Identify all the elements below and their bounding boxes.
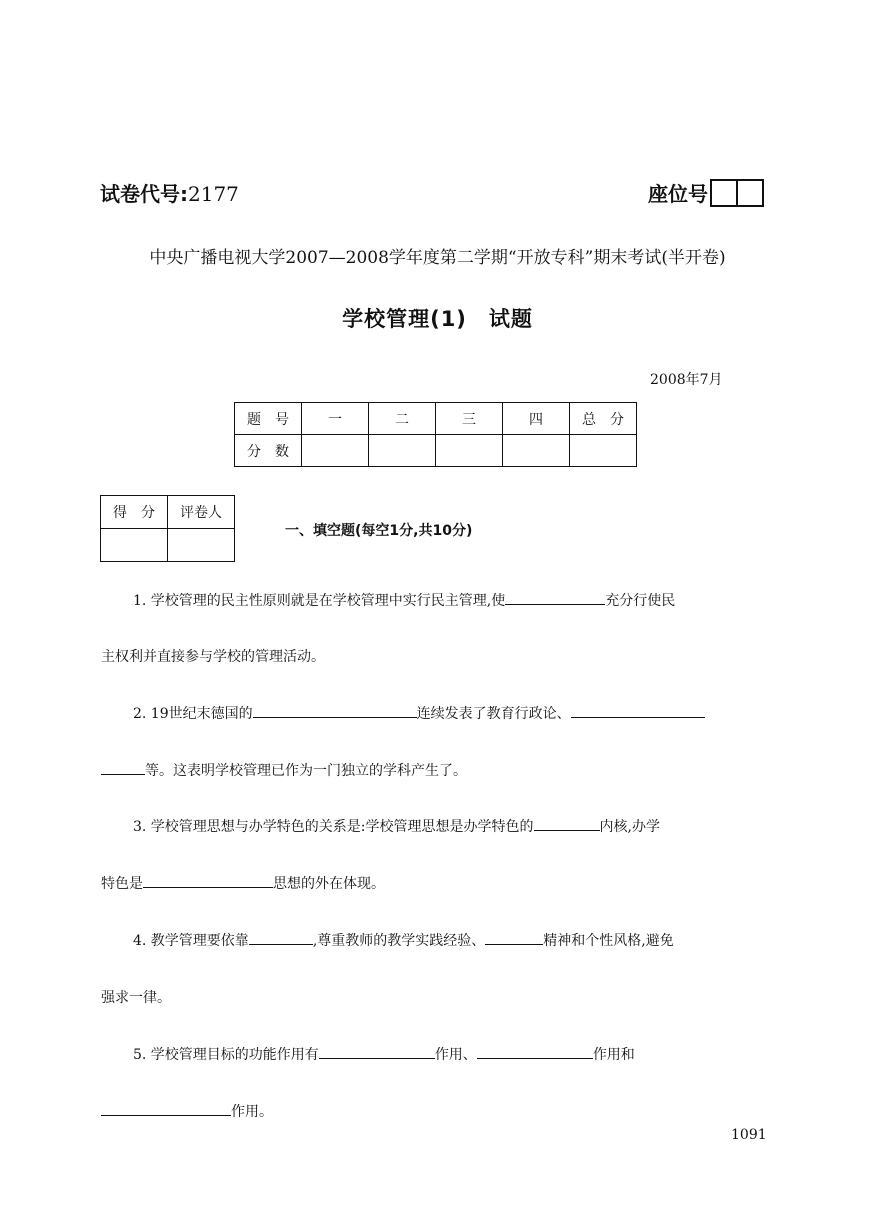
paper-code-value: 2177 — [188, 182, 239, 206]
paper-code — [100, 178, 239, 207]
score-cell[interactable] — [570, 435, 637, 467]
q4-text-b: ,尊重教师的教学实践经验、 — [312, 933, 486, 949]
answer-blank[interactable] — [101, 760, 145, 775]
q2-text-b: 连续发表了教育行政论、 — [416, 706, 571, 722]
answer-blank[interactable] — [319, 1044, 435, 1059]
q2-text-c: 等。这表明学校管理已作为一门独立的学科产生了。 — [145, 763, 467, 779]
grader-header-grader: 评卷人 — [168, 496, 235, 529]
q2-text-a: 2. 19世纪末德国的 — [133, 706, 253, 722]
score-cell[interactable] — [436, 435, 503, 467]
q5-text-c: 作用和 — [592, 1047, 635, 1063]
answer-blank[interactable] — [253, 703, 417, 718]
seat-number-box[interactable] — [710, 179, 764, 207]
answer-blank[interactable] — [249, 930, 313, 945]
grader-table — [100, 495, 235, 562]
q3-text-a: 3. 学校管理思想与办学特色的关系是:学校管理思想是办学特色的 — [133, 819, 534, 835]
score-header-cell: 二 — [369, 403, 436, 435]
answer-blank[interactable] — [485, 930, 543, 945]
score-cell[interactable] — [503, 435, 570, 467]
answer-blank[interactable] — [505, 590, 605, 605]
question-5-line-1 — [133, 1044, 635, 1064]
exam-date: 2008年7月 — [650, 372, 723, 388]
score-header-cell: 四 — [503, 403, 570, 435]
score-header-cell: 总 分 — [570, 403, 637, 435]
q3-text-b: 内核,办学 — [599, 819, 660, 835]
question-3-line-1 — [133, 816, 660, 836]
score-table — [234, 402, 637, 467]
question-3-line-2 — [101, 873, 385, 893]
question-1-line-1 — [133, 590, 675, 610]
section-title: 一、填空题(每空1分,共10分) — [285, 523, 473, 539]
grader-name-cell[interactable] — [168, 529, 235, 562]
question-4-line-2: 强求一律。 — [101, 990, 171, 1006]
q1-text-a: 1. 学校管理的民主性原则就是在学校管理中实行民主管理,使 — [133, 593, 506, 609]
score-cell[interactable] — [369, 435, 436, 467]
answer-blank[interactable] — [143, 873, 273, 888]
question-1-line-2: 主权利并直接参与学校的管理活动。 — [101, 649, 325, 665]
seat-number — [648, 178, 764, 207]
grader-score-cell[interactable] — [101, 529, 168, 562]
q1-text-b: 充分行使民 — [605, 593, 676, 609]
score-header-cell: 一 — [302, 403, 369, 435]
answer-blank[interactable] — [101, 1101, 231, 1116]
q4-text-c: 精神和个性风格,避免 — [543, 933, 674, 949]
question-2-line-2 — [101, 760, 467, 780]
q3-text-d: 思想的外在体现。 — [273, 876, 385, 892]
q5-text-d: 作用。 — [231, 1104, 273, 1120]
answer-blank[interactable] — [571, 703, 705, 718]
question-5-line-2 — [101, 1101, 273, 1121]
exam-title: 中央广播电视大学2007—2008学年度第二学期“开放专科”期末考试(半开卷) — [149, 248, 726, 268]
score-table-score-row — [235, 435, 637, 467]
page-number: 1091 — [731, 1127, 767, 1143]
q5-text-b: 作用、 — [434, 1047, 477, 1063]
seat-label: 座位号 — [648, 182, 708, 206]
subject-title: 学校管理(1) 试题 — [342, 307, 533, 331]
paper-code-label: 试卷代号: — [100, 182, 188, 206]
grader-header-score: 得 分 — [101, 496, 168, 529]
question-4-line-1 — [133, 930, 674, 950]
score-header-cell: 三 — [436, 403, 503, 435]
answer-blank[interactable] — [534, 816, 600, 831]
q4-text-a: 4. 教学管理要依靠 — [133, 933, 249, 949]
score-row-label: 分 数 — [235, 435, 302, 467]
answer-blank[interactable] — [477, 1044, 593, 1059]
score-cell[interactable] — [302, 435, 369, 467]
q3-text-c: 特色是 — [101, 876, 143, 892]
score-header-cell: 题 号 — [235, 403, 302, 435]
q5-text-a: 5. 学校管理目标的功能作用有 — [133, 1047, 319, 1063]
score-table-header-row — [235, 403, 637, 435]
question-2-line-1 — [133, 703, 705, 723]
